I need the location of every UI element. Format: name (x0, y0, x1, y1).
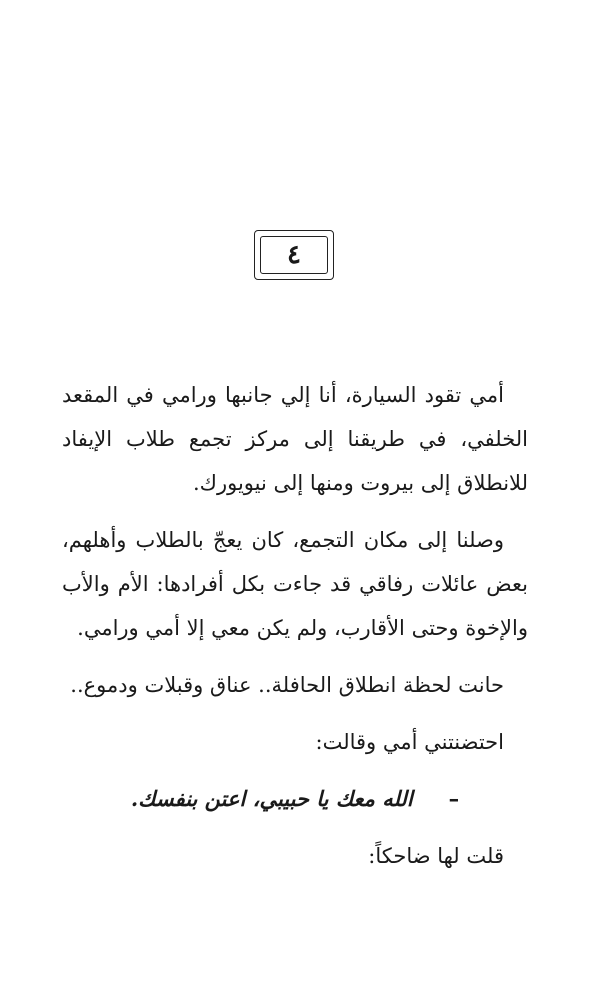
paragraph: احتضنتني أمي وقالت: (315, 730, 504, 754)
paragraph: أمي تقود السيارة، أنا إلي جانبها ورامي في المقعد الخلفي، في طريقنا إلى مركز تجمع طلاب الإيفاد للانطلاق إلى بيروت ومنها إلى نيويورك. (62, 383, 528, 495)
dialog-line (62, 777, 528, 821)
dialog-text: الله معك يا حبيبي، اعتن بنفسك. (130, 786, 413, 811)
chapter-number-frame (254, 230, 334, 280)
dialog-dash: – (448, 786, 460, 811)
page-body (62, 373, 528, 891)
chapter-number: ٤ (260, 236, 328, 274)
paragraph: وصلنا إلى مكان التجمع، كان يعجّ بالطلاب وأهلهم، بعض عائلات رفاقي قد جاءت بكل أفرادها: الأم والأب والإخوة وحتى الأقارب، ولم يكن معي إلا أمي ورامي. (62, 528, 528, 640)
paragraph: حانت لحظة انطلاق الحافلة.. عناق وقبلات ودموع.. (70, 673, 504, 697)
closing-line: قلت لها ضاحكاً: (368, 844, 504, 868)
